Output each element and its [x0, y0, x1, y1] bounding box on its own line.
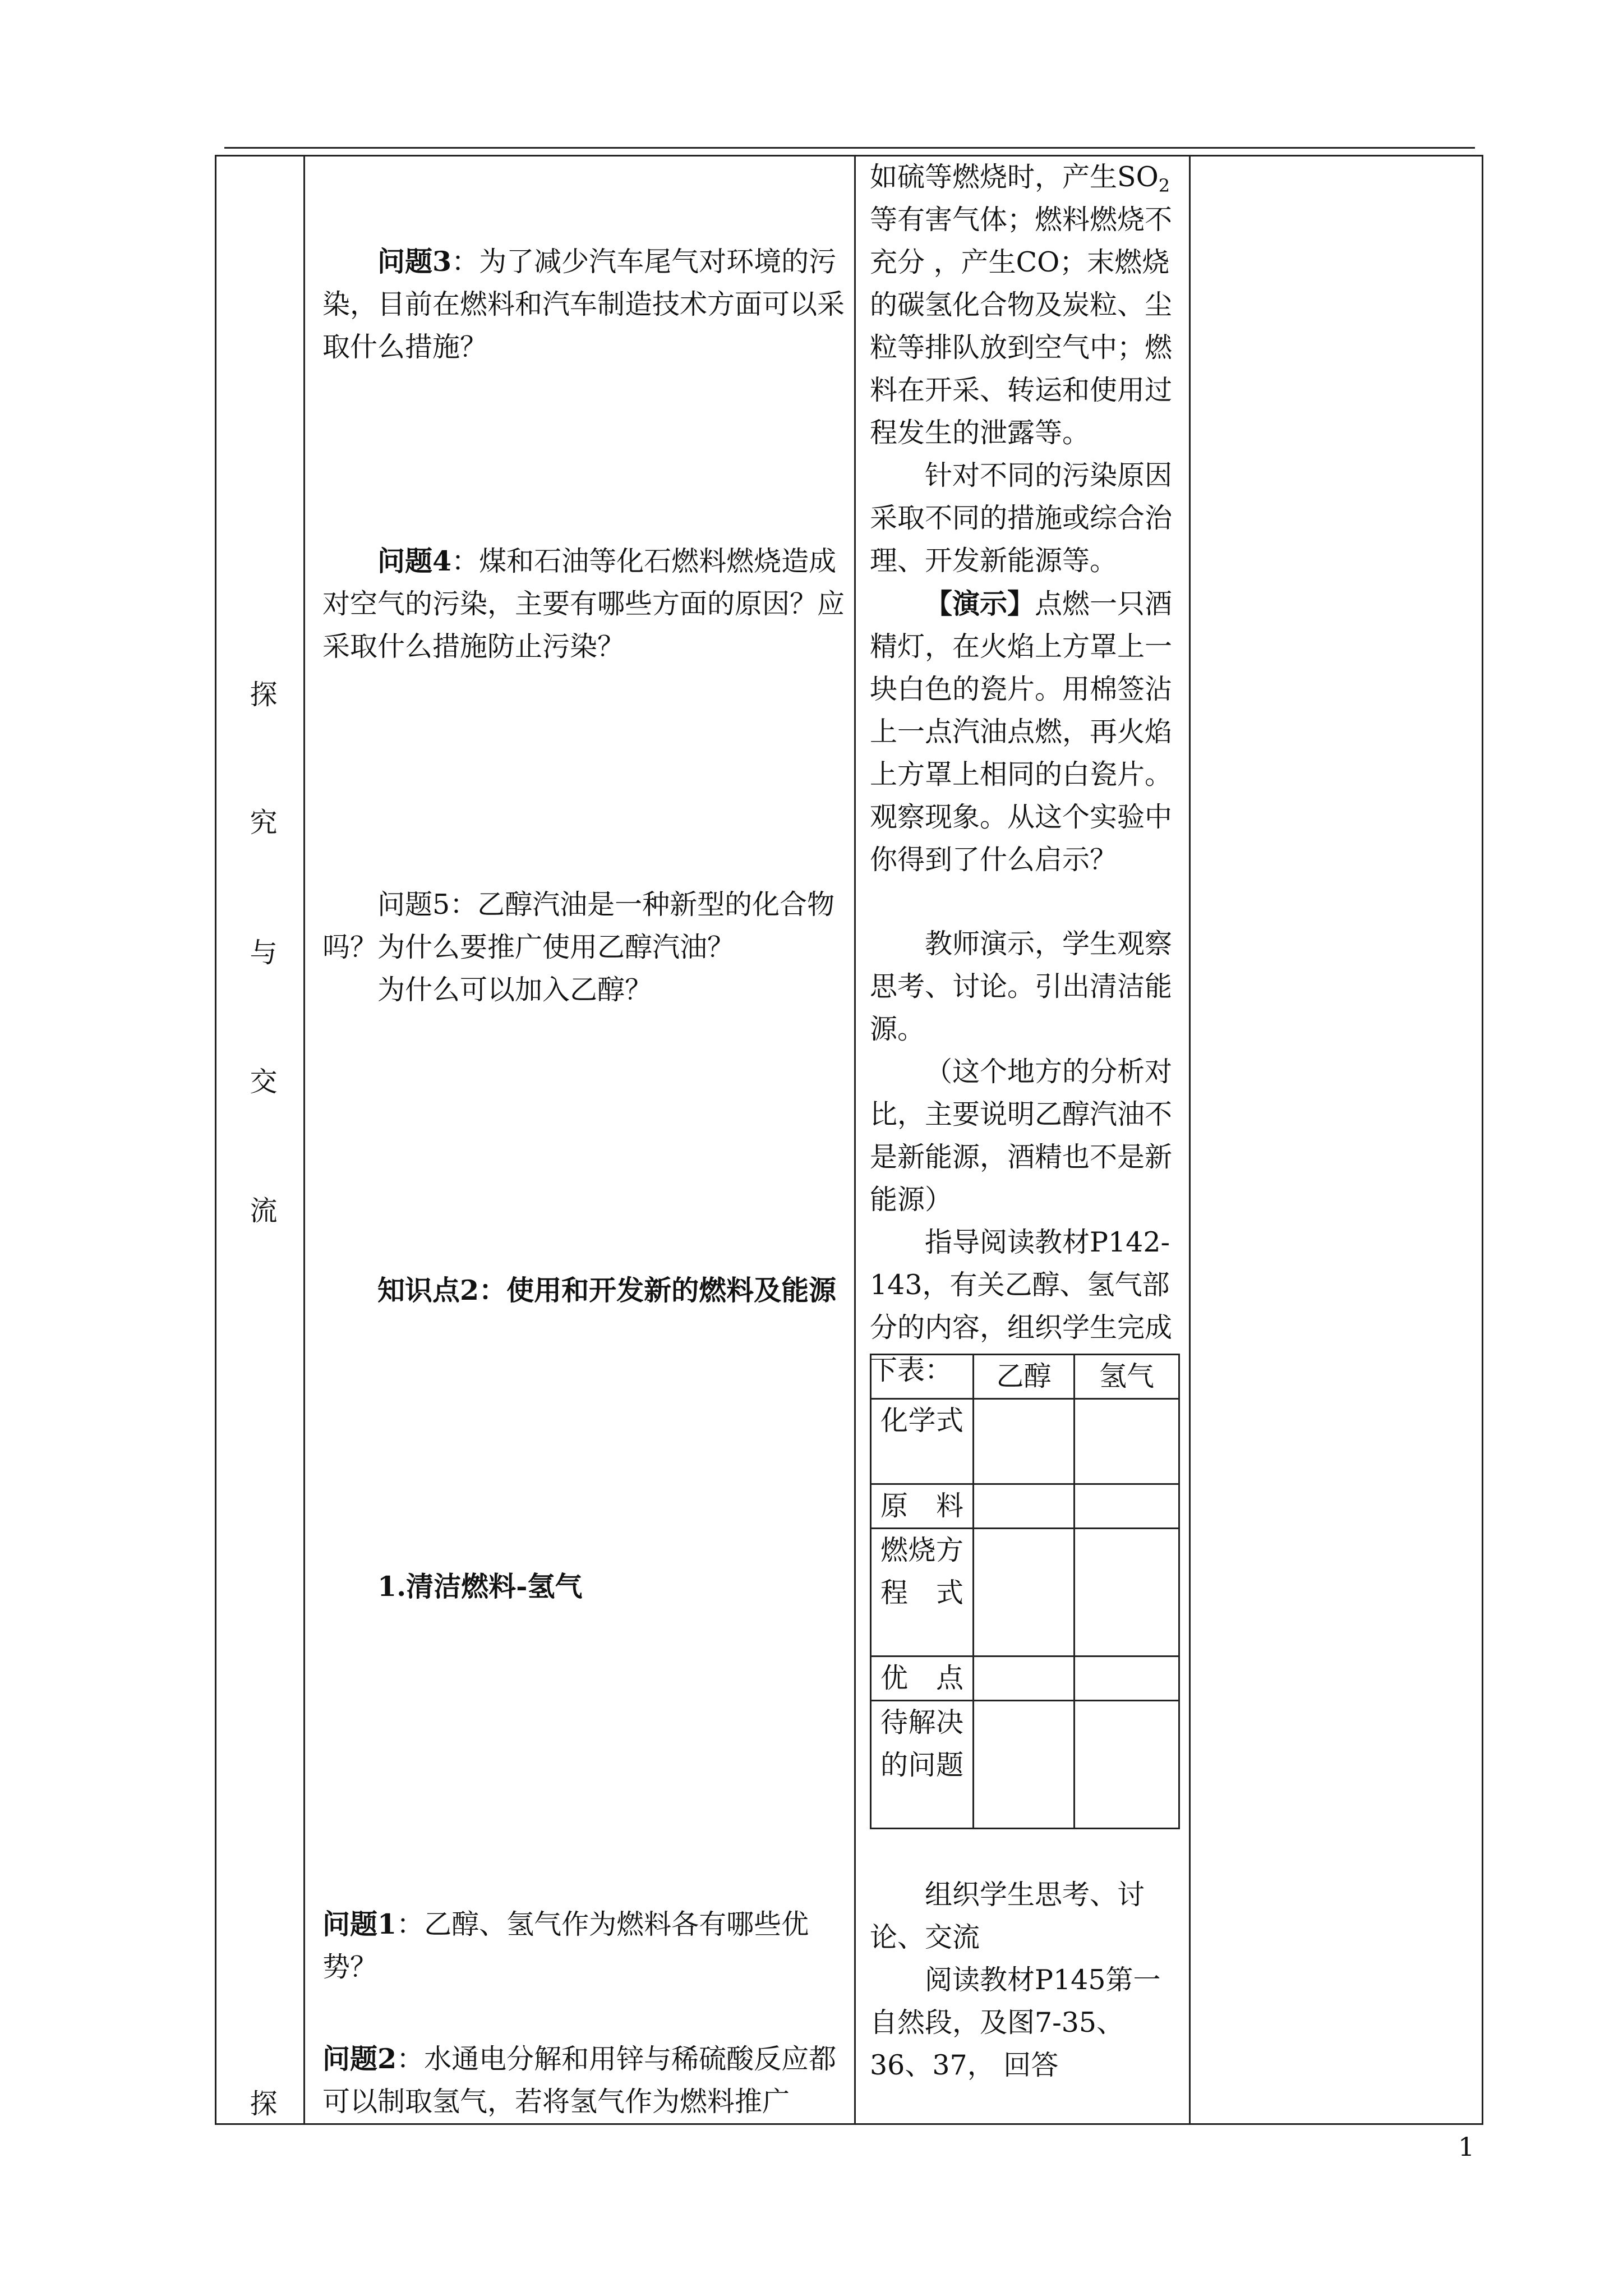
table-cell	[974, 1399, 1075, 1484]
row-label: 化学式	[871, 1399, 974, 1484]
measures-text: 针对不同的污染原因采取不同的措施或综合治理、开发新能源等。	[870, 459, 1173, 577]
section-hydrogen: 1.清洁燃料-氢气	[377, 1570, 583, 1603]
column-divider-3	[1189, 155, 1191, 2125]
question-2-label: 问题2	[322, 2042, 397, 2075]
question-5-followup: 为什么可以加入乙醇？	[377, 974, 653, 1006]
analysis-note: （这个地方的分析对比，主要说明乙醇汽油不是新能源，酒精也不是新能源）	[870, 1056, 1173, 1216]
reading-instruction-2: 阅读教材P145第一自然段，及图7-35、36、37， 回答	[870, 1964, 1161, 2081]
question-3-label: 问题3	[377, 245, 452, 278]
category-char: 探	[250, 679, 278, 711]
question-3	[322, 240, 847, 369]
column-divider-1	[303, 155, 305, 2125]
page-number: 1	[1458, 2132, 1475, 2162]
table-cell	[1075, 1529, 1179, 1657]
question-1-label: 问题1	[322, 1908, 397, 1940]
demo-label: 【演示】	[925, 587, 1035, 620]
discussion-instruction: 组织学生思考、讨论、交流	[870, 1879, 1145, 1953]
demo-body: 点燃一只酒精灯，在火焰上方罩上一块白色的瓷片。用棉签沾上一点汽油点燃，再火焰上方罩上相同的白瓷片。观察现象。从这个实验中你得到了什么启示？	[870, 588, 1173, 876]
comparison-table	[870, 1354, 1180, 1829]
question-2-text: ：水通电分解和用锌与稀硫酸反应都可以制取氢气，若将氢气作为燃料推广	[322, 2043, 837, 2118]
lesson-table	[215, 155, 1483, 2125]
column-divider-2	[854, 155, 856, 2125]
table-cell	[1075, 1399, 1179, 1484]
question-3-text: ：为了减少汽车尾气对环境的污染，目前在燃料和汽车制造技术方面可以采取什么措施？	[322, 246, 845, 363]
table-cell	[974, 1529, 1075, 1657]
table-row	[871, 1484, 1179, 1529]
table-row	[871, 1701, 1179, 1829]
pollution-causes-part1: 如硫等燃烧时，产生SO	[870, 161, 1159, 193]
category-char: 交	[250, 1066, 278, 1098]
pollution-causes	[870, 156, 1181, 454]
header-rule	[224, 147, 1475, 149]
table-header-cell: 乙醇	[974, 1355, 1075, 1399]
pollution-causes-part2: 等有害气体；燃料燃烧不充分 ，产生CO；末燃烧的碳氢化合物及炭粒、尘粒等排队放到空气中；燃料在开采、转运和使用过程发生的泄露等。	[870, 204, 1173, 449]
table-header-row	[871, 1355, 1179, 1399]
question-2	[322, 2037, 847, 2123]
demo-text	[870, 582, 1181, 881]
row-label: 待解决的问题	[871, 1701, 974, 1829]
table-cell	[974, 1701, 1075, 1829]
table-cell	[1075, 1701, 1179, 1829]
teacher-demo-text: 教师演示，学生观察思考、讨论。引出清洁能源。	[870, 928, 1173, 1045]
table-header-cell	[871, 1355, 974, 1399]
question-1	[322, 1903, 847, 1989]
category-char: 究	[250, 807, 278, 839]
table-cell	[974, 1657, 1075, 1701]
category-char: 与	[250, 937, 278, 969]
question-1-text: ：乙醇、氢气作为燃料各有哪些优势？	[322, 1908, 809, 1983]
category-char: 流	[250, 1195, 278, 1227]
question-4	[322, 540, 847, 668]
table-row	[871, 1399, 1179, 1484]
question-5: 问题5：乙醇汽油是一种新型的化合物吗？为什么要推广使用乙醇汽油？	[322, 889, 835, 963]
table-header-cell: 氢气	[1075, 1355, 1179, 1399]
table-row	[871, 1529, 1179, 1657]
so2-subscript: 2	[1158, 175, 1170, 196]
table-cell	[1075, 1484, 1179, 1529]
table-cell	[1075, 1657, 1179, 1701]
question-4-label: 问题4	[377, 545, 452, 577]
row-label: 原料	[871, 1484, 974, 1529]
category-char: 探	[250, 2088, 278, 2120]
row-label: 优点	[871, 1657, 974, 1701]
table-cell	[974, 1484, 1075, 1529]
knowledge-point-2: 知识点2：使用和开发新的燃料及能源	[377, 1274, 837, 1306]
question-4-text: ：煤和石油等化石燃料燃烧造成对空气的污染，主要有哪些方面的原因？应采取什么措施防止污染？	[322, 545, 845, 662]
reading-instruction: 指导阅读教材P142-143，有关乙醇、氢气部分的内容，组织学生完成下表：	[870, 1226, 1173, 1386]
table-row	[871, 1657, 1179, 1701]
row-label: 燃烧方程式	[871, 1529, 974, 1657]
